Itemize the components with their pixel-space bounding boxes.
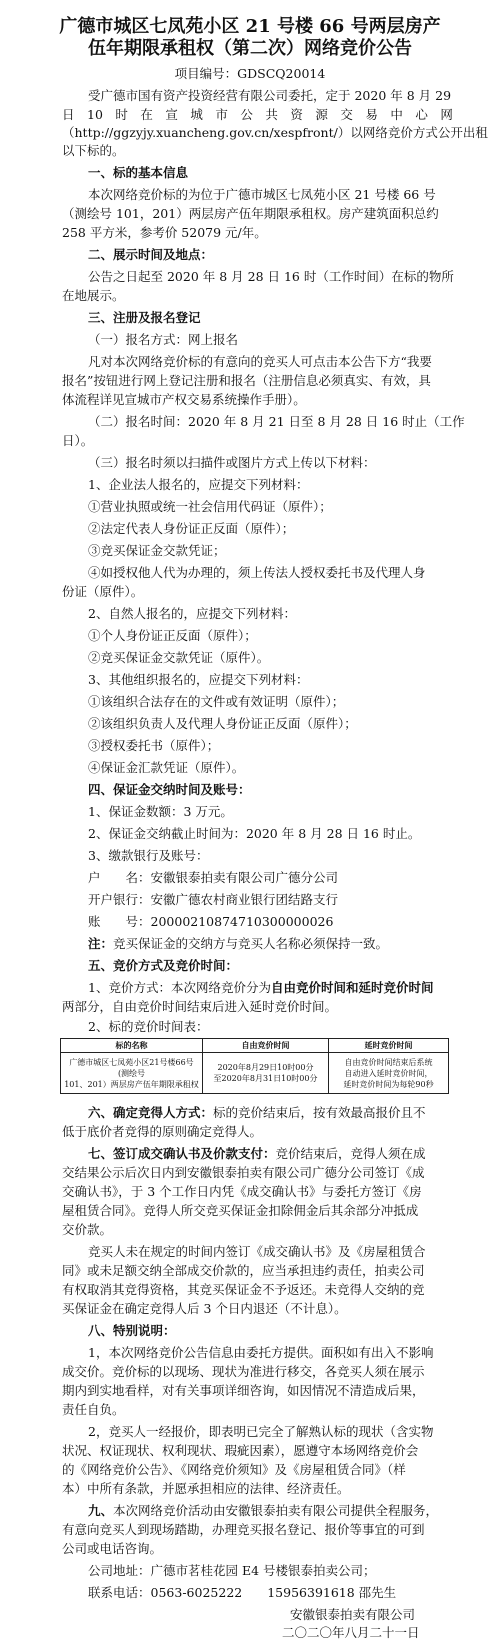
section-7-text: 交确认书》，于 3 个工作日内凭《成交确认书》与委托方签订《房 [62, 1184, 422, 1199]
title-line-2: 伍年期限承租权（第二次）网络竞价公告 [88, 38, 412, 59]
account-name-value: 安徽银泰拍卖有限公司广德分公司 [150, 870, 339, 885]
phone-value: 0563-6025222 15956391618 邵先生 [150, 1585, 397, 1600]
signup-time: （二）报名时间：2020 年 8 月 21 日至 8 月 28 日 16 时止（工作 [88, 414, 465, 429]
material-item: ④保证金汇款凭证（原件）。 [88, 760, 245, 775]
material-item: ②竞买保证金交款凭证（原件）。 [88, 650, 270, 665]
table-cell-delay-time: 自由竞价时间结束后系统 自动进入延时竞价时间， 延时竞价时间为每轮90秒 [329, 1053, 449, 1094]
note-label: 注： [88, 936, 114, 951]
signup-method-text: 凡对本次网络竞价标的有意向的竞买人可点击本公告下方“我要 [88, 354, 432, 369]
account-bank-row [88, 892, 338, 908]
contact-phone [88, 1585, 396, 1601]
section-9-heading: 九、 [88, 1503, 114, 1518]
account-number-row [88, 914, 333, 930]
material-item: ①营业执照或统一社会信用代码证（原件）； [88, 499, 332, 514]
section-7-text: 买保证金在确定竞得人后 3 个日内退还（不计息）。 [62, 1301, 347, 1316]
table-header: 标的名称 [61, 1039, 203, 1053]
table-header: 自由竞价时间 [203, 1039, 329, 1053]
bank-heading: 3、缴款银行及账号： [88, 848, 209, 863]
account-name-label: 户 名： [88, 870, 151, 885]
section-3-heading: 三、注册及报名登记 [88, 310, 201, 325]
account-number-label: 账 号： [88, 914, 151, 929]
account-bank-value: 安徽广德农村商业银行团结路支行 [150, 892, 339, 907]
section-8-text: 责任自负。 [62, 1402, 125, 1417]
bidding-method-line2: 两部分，自由竞价时间结束后进入延时竞价时间。 [62, 999, 338, 1014]
address-value: 广德市茗桂花园 E4 号楼银泰拍卖公司； [150, 1563, 376, 1578]
phone-label: 联系电话： [88, 1585, 151, 1600]
bidding-schedule-table [60, 1038, 449, 1094]
section-7-text: 竞买人未在规定的时间内签订《成交确认书》及《房屋租赁合 [88, 1244, 426, 1259]
section-7 [88, 1146, 426, 1162]
signup-time: 日）。 [62, 433, 94, 448]
bidding-method-bold: 自由竞价时间和延时竞价时间 [270, 980, 434, 995]
section-2-text: 公告之日起至 2020 年 8 月 28 日 16 时（工作时间）在标的物所 [88, 269, 454, 284]
section-8-text: 的《网络竞价公告》、《网络竞价须知》及《房屋租赁合同》（样 [62, 1462, 406, 1477]
section-8-text: 1，本次网络竞价公告信息由委托方提供。面积如有出入不影响 [88, 1345, 434, 1360]
section-1-text: 258 平方米，参考价 52079 元/年。 [62, 225, 267, 240]
section-4-heading: 四、保证金交纳时间及账号： [88, 782, 251, 797]
section-7-text: 同》或未足额交纳全部成交价款的，应当承担违约责任，拍卖公司 [62, 1263, 425, 1278]
address-label: 公司地址： [88, 1563, 151, 1578]
section-8-text: 期内到实地看样，对有关事项详细咨询，如因情况不清造成后果， [62, 1383, 425, 1398]
section-6-heading: 六、确定竞得人方式： [88, 1105, 214, 1120]
section-2-text: 在地展示。 [62, 288, 125, 303]
section-5-heading: 五、竞价方式及竞价时间： [88, 958, 239, 973]
section-6-text-line2: 低于底价者竞得的原则确定竞得人。 [62, 1124, 263, 1139]
section-2-heading: 二、展示时间及地点： [88, 247, 214, 262]
section-8-text: 状况、权证现状、权利现状、瑕疵因素），愿遵守本场网络竞价会 [62, 1443, 419, 1458]
section-8-text: 本）中所有条款，并愿承担相应的法律、经济责任。 [62, 1481, 350, 1496]
table-header: 延时竞价时间 [329, 1039, 449, 1053]
account-bank-label: 开户银行： [88, 892, 151, 907]
section-8-text: 成交价。竞价标的以现场、现状为准进行移交，各竞买人须在展示 [62, 1364, 425, 1379]
title-line-1: 广德市城区七凤苑小区 21 号楼 66 号两层房产 [59, 16, 441, 37]
section-7-text: 有权取消其竞得资格，其竞买保证金不予返还。未竞得人交纳的竞 [62, 1282, 425, 1297]
material-item: ③竞买保证金交款凭证； [88, 543, 226, 558]
material-item: 份证（原件）。 [62, 584, 144, 599]
company-address [88, 1563, 376, 1579]
table-cell-free-time: 2020年8月29日10时00分 至2020年8月31日10时00分 [203, 1053, 329, 1094]
signup-method-text: 报名”按钮进行网上登记注册和报名（注册信息必须真实、有效，具 [62, 373, 431, 388]
section-7-heading: 七、签订成交确认书及价款支付： [88, 1146, 276, 1161]
table-header-row [61, 1039, 449, 1053]
account-number-value: 20000210874710300000026 [150, 914, 334, 929]
section-9 [88, 1503, 438, 1519]
intro-line: 日 10 时 在 宣 城 市 公 共 资 源 交 易 中 心 网 [62, 107, 453, 122]
signup-method: （一）报名方式：网上报名 [88, 332, 239, 347]
material-item: ②法定代表人身份证正反面（原件）； [88, 521, 295, 536]
section-1-heading: 一、标的基本信息 [88, 165, 189, 180]
section-9-text: 有意向竞买人到现场踏勘，办理竞买报名登记、报价等事宜的可到 [62, 1522, 425, 1537]
signature-date: 二〇二〇年八月二十一日 [282, 1625, 420, 1640]
bidding-method [88, 980, 433, 996]
section-7-text: 交价款。 [62, 1222, 113, 1237]
table-cell-name: 广德市城区七凤苑小区21号楼66号(测绘号 101、201）两层房产伍年期限承租权 [61, 1053, 203, 1094]
organization-materials-heading: 3、其他组织报名的，应提交下列材料： [88, 672, 309, 687]
section-6 [88, 1105, 426, 1121]
corporate-materials-heading: 1、企业法人报名的，应提交下列材料： [88, 477, 309, 492]
note-text: 竞买保证金的交纳方与竞买人名称必须保持一致。 [113, 936, 389, 951]
deposit-deadline: 2、保证金交纳截止时间为：2020 年 8 月 28 日 16 时止。 [88, 826, 421, 841]
material-item: ②该组织负责人及代理人身份证正反面（原件）； [88, 716, 357, 731]
project-number: 项目编号：GDSCQ20014 [174, 66, 326, 81]
deposit-amount: 1、保证金数额：3 万元。 [88, 804, 233, 819]
section-9-text: 本次网络竞价活动由安徽银泰拍卖有限公司提供全程服务， [113, 1503, 439, 1518]
account-name-row [88, 870, 338, 886]
intro-line: （http://ggzyjy.xuancheng.gov.cn/xespfront/）以网络竞价方式公开出租 [62, 125, 488, 140]
signature-company: 安徽银泰拍卖有限公司 [290, 1607, 416, 1622]
section-8-heading: 八、特别说明： [88, 1323, 176, 1338]
material-item: ③授权委托书（原件）； [88, 738, 220, 753]
material-item: ①该组织合法存在的文件或有效证明（原件）； [88, 694, 345, 709]
intro-line: 以下标的。 [62, 143, 125, 158]
material-item: ④如授权他人代为办理的，须上传法人授权委托书及代理人身 [88, 565, 426, 580]
table-row [61, 1053, 449, 1094]
material-item: ①个人身份证正反面（原件）； [88, 628, 257, 643]
signup-method-text: 体流程详见宣城市产权交易系统操作手册）。 [62, 392, 306, 407]
section-9-text: 公司或电话咨询。 [62, 1541, 163, 1556]
section-6-text: 标的竞价结束后，按有效最高报价且不 [213, 1105, 426, 1120]
intro-line: 受广德市国有资产投资经营有限公司委托，定于 2020 年 8 月 29 [88, 88, 452, 103]
individual-materials-heading: 2、自然人报名的，应提交下列材料： [88, 606, 296, 621]
deposit-note [88, 936, 388, 952]
section-7-text: 屋租赁合同》。竞得人所交竞买保证金扣除佣金后其余部分冲抵成 [62, 1203, 419, 1218]
schedule-label: 2、标的竞价时间表： [88, 1019, 209, 1034]
section-7-text: 竞价结束后，竞得人须在成 [275, 1146, 426, 1161]
bidding-method-prefix: 1、竞价方式：本次网络竞价分为 [88, 980, 271, 995]
section-8-text: 2，竞买人一经报价，即表明已完全了解熟认标的现状（含实物 [88, 1424, 434, 1439]
section-7-text: 交结果公示后次日内到安徽银泰拍卖有限公司广德分公司签订《成 [62, 1165, 425, 1180]
section-1-text: 本次网络竞价标的为位于广德市城区七凤苑小区 21 号楼 66 号 [88, 187, 436, 202]
materials-heading: （三）报名时须以扫描件或图片方式上传以下材料： [88, 455, 376, 470]
section-1-text: （测绘号 101，201）两层房产伍年期限承租权。房产建筑面积总约 [62, 206, 439, 221]
